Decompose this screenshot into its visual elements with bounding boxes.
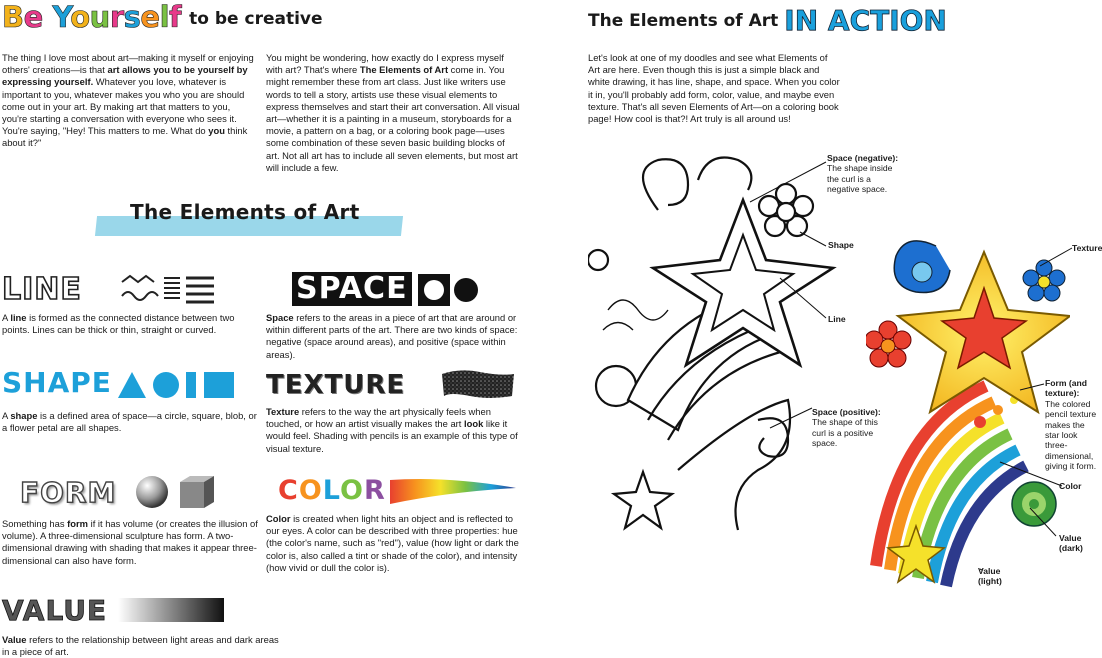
callout-texture: Texture — [1072, 243, 1102, 253]
right-title-big: IN ACTION — [784, 4, 947, 37]
color-word: COLOR — [278, 475, 386, 506]
callout-value-dark: Value (dark) — [1059, 533, 1083, 554]
callout-value-light: Value (light) — [978, 566, 1002, 587]
line-word: LINE — [2, 272, 82, 307]
color-description: Color is created when light hits an object and is reflected to our eyes. A color can be described with three properties: hue (the color's name, such as "red"), value (how light or dark the color is, also called a tint or shade of the color), and intensity (how vivid or dull the color is). — [266, 513, 519, 573]
space-description: Space refers to the areas in a piece of art that are around or within different parts of the art. There are two kinds of space: negative (space around areas), and positive (space within areas). — [266, 312, 518, 360]
title-subtitle: to be creative — [189, 9, 323, 29]
callout-color: Color — [1059, 481, 1082, 491]
callout-space-positive: Space (positive): The shape of this curl is a positive space. — [812, 407, 881, 449]
shape-word: SHAPE — [2, 366, 112, 399]
callout-shape: Shape — [828, 240, 854, 250]
space-word: SPACE — [292, 272, 412, 306]
page-title-right — [588, 4, 947, 37]
space-circles-icon — [418, 274, 482, 306]
line-samples-icon — [120, 274, 216, 308]
form-word: FORM — [20, 476, 117, 509]
right-intro-paragraph: Let's look at one of my doodles and see what Elements of Art are here. Even though this is just a simple black and white drawing, it has line, shape, and space. When you color it in, you'll probably add form, color, value, and maybe even texture. That's all seven Elements of Art—on a coloring book page! How cool is that?! Art truly is all around us! — [588, 52, 840, 125]
be-yourself-title: Be Yourself — [2, 0, 182, 34]
texture-word: TEXTURE — [266, 370, 406, 400]
form-sphere-cube-icon — [136, 474, 216, 510]
value-description: Value refers to the relationship between light areas and dark areas in a piece of art. — [2, 634, 279, 658]
texture-description: Texture refers to the way the art physically feels when touched, or how an artist visually makes the art look like it would feel. Shading with pencils is an example of this type of visual texture. — [266, 406, 518, 454]
callout-space-negative: Space (negative): The shape inside the curl is a negative space. — [827, 153, 899, 195]
elements-heading: The Elements of Art — [130, 200, 360, 224]
value-gradient-bar — [118, 598, 224, 622]
callout-line: Line — [828, 314, 846, 324]
page-title-left — [2, 0, 323, 34]
callout-form-texture: Form (and texture): The colored pencil texture makes the star look three-dimensional, giving it form. — [1045, 378, 1097, 472]
color-rainbow-stroke-icon — [388, 476, 518, 506]
right-title-small: The Elements of Art — [588, 11, 779, 31]
value-word: VALUE — [2, 594, 108, 627]
shape-description: A shape is a defined area of space—a circle, square, blob, or a flower petal are all shapes. — [2, 410, 257, 434]
intro-paragraph-2: You might be wondering, how exactly do I express myself with art? That's where The Elements of Art come in. You might remember these from art class. Just like writers use words to tell a story, artists use these visual elements to express themselves and start their art conversation. All visual art—whether it is a painting in a museum, storyboards for a movie, a pattern on a bag, or a coloring book page—uses some combination of these seven basic building blocks of art. Not all art has to include all seven elements, but most art will include a few. — [266, 52, 520, 173]
form-description: Something has form if it has volume (or creates the illusion of volume). A three-dimensional sculpture has form. A two-dimensional drawing with shading that makes it appear three-dimensional can also have form. — [2, 518, 258, 566]
intro-paragraph-1: The thing I love most about art—making it myself or enjoying others' creations—is that art allows you to be yourself by expressing yourself. Whatever you love, whatever is important to you, whatever makes you who you are should come out in your art. By making art that matters to you, you're starting a conversation with everyone who sees it. You're saying, "Hey! This matters to me. What do you think about it?" — [2, 52, 254, 149]
texture-swatch-icon — [440, 368, 516, 400]
line-description: A line is formed as the connected distance between two points. Lines can be thick or thin, straight or curved. — [2, 312, 235, 336]
shape-samples-icon — [116, 370, 240, 400]
